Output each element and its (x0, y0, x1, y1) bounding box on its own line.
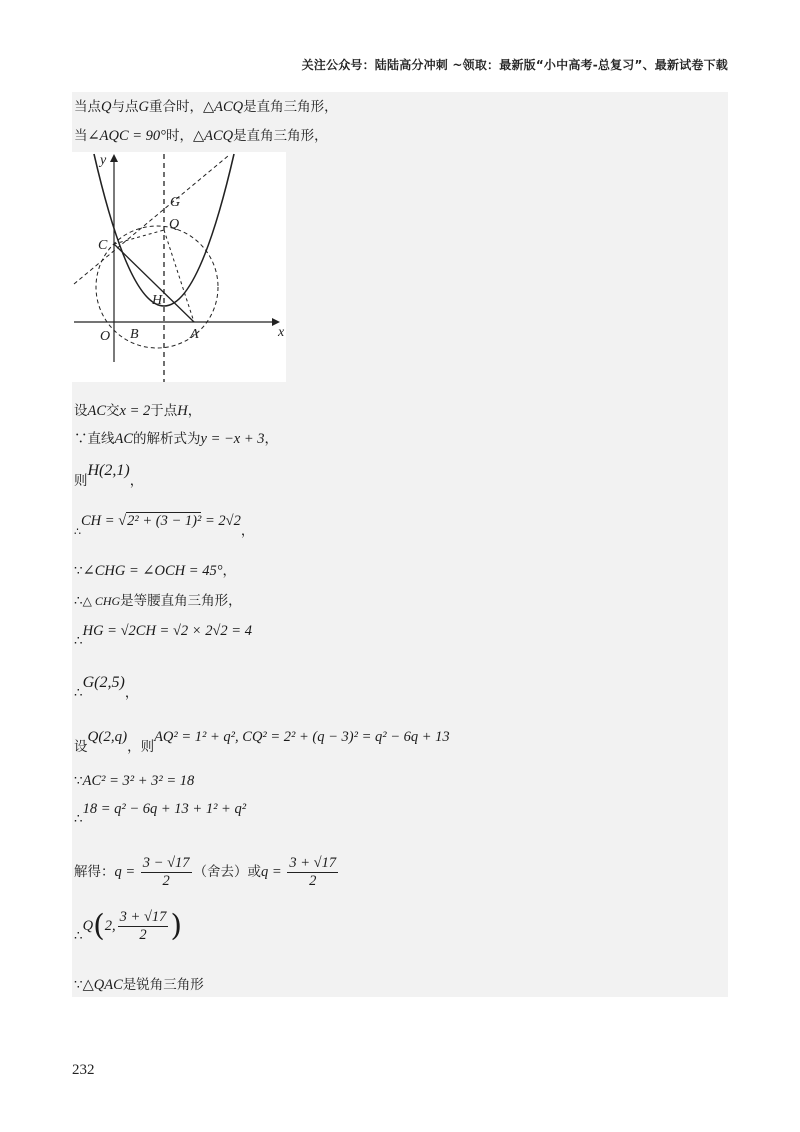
solution-line-15: ∴Q(2, $\frac{3 + √17}{2}$ ) (74, 908, 183, 944)
fraction-root-2: $\frac{3 + √17}{2}$ (289, 855, 337, 889)
parabola-circle-figure (72, 152, 286, 382)
label-b: B (130, 327, 139, 342)
label-c: C (98, 238, 108, 253)
label-q: Q (169, 217, 180, 232)
solution-line-11: 设Q(2,q)，则AQ² = 1² + q², CQ² = 2² + (q − 3)² = q² − 6q + 13 (74, 729, 450, 755)
line-cg (74, 156, 228, 284)
solution-line-16: ∵△QAC是锐角三角形 (74, 977, 204, 993)
solution-line-10: ∴G(2,5)， (74, 674, 139, 701)
solution-line-9: ∴HG = √2CH = √2 × 2√2 = 4 (74, 623, 252, 649)
segment-ca (114, 244, 194, 322)
y-axis-arrow-icon (110, 154, 118, 162)
solution-line-3: 设AC交x = 2于点H， (74, 403, 202, 419)
solution-line-14: 解得：q = $\frac{3 - √17}{2}$ （舍去）或q = $\frac{3 + √17}{2}$ (74, 855, 337, 889)
solution-line-5: 则H(2,1)， (74, 462, 144, 489)
label-o: O (100, 329, 111, 344)
label-y: y (100, 153, 107, 168)
solution-line-8: ∴△ CHG是等腰直角三角形， (74, 593, 242, 609)
label-h: H (152, 293, 163, 308)
solution-line-13: ∴18 = q² − 6q + 13 + 1² + q² (74, 801, 247, 827)
page-header: 关注公众号：陆陆高分冲刺 ~领取：最新版“小中高考-总复习”、最新试卷下载 (301, 58, 728, 72)
fraction-root-1: $\frac{3 - √17}{2}$ (142, 855, 190, 889)
solution-line-12: ∵AC² = 3² + 3² = 18 (74, 773, 195, 789)
solution-line-1: 当点Q与点G重合时，△ACQ是直角三角形， (74, 99, 338, 115)
solution-line-2: 当∠AQC = 90°时，△ACQ是直角三角形， (74, 128, 328, 144)
page-number: 232 (72, 1062, 95, 1078)
fraction-q-coordinate: $\frac{3 + √17}{2}$ (119, 909, 167, 943)
label-g: G (170, 195, 181, 210)
solution-line-6: $_\therefore$CH = √2² + (3 − 1)² = 2√2， (74, 513, 255, 539)
label-x: x (278, 325, 285, 340)
solution-content (72, 92, 728, 997)
solution-line-4: ∵直线AC的解析式为y = −x + 3， (74, 431, 279, 447)
label-a: A (190, 327, 199, 342)
segment-cq (114, 230, 164, 244)
solution-line-7: ∵∠CHG = ∠OCH = 45°， (74, 563, 236, 579)
